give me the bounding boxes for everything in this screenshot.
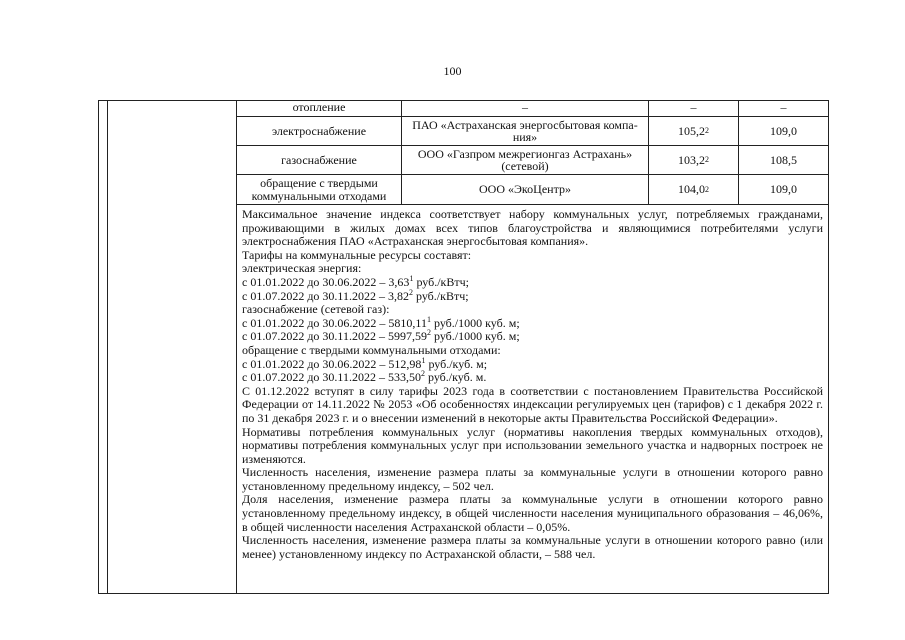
- table-row: [237, 117, 828, 146]
- service-cell: отопление: [292, 100, 346, 114]
- index-second-half-cell: 109,0: [738, 117, 828, 145]
- index-second-half-cell: 108,5: [738, 146, 828, 174]
- population-share-note: Доля населения, изменение размера платы за коммунальные услуги в отношении которого равно установленному предельному индексу, в общей численности населения муниципального образования – 46,06%, в общей численности населения Астраханской области – 0,05%.: [242, 492, 823, 534]
- supplier-cell: ООО «ЭкоЦентр»: [401, 175, 648, 204]
- service-cell: обращение с твердыми коммунальными отходами: [251, 176, 387, 203]
- tariff-table: [237, 101, 828, 205]
- table-row: [237, 146, 828, 175]
- supplier-cell: –: [401, 101, 648, 116]
- column-divider: [107, 101, 108, 593]
- service-cell: электроснабжение: [271, 123, 367, 138]
- waste-heading: обращение с твердыми коммунальными отходами:: [242, 342, 501, 357]
- index-second-half-cell: –: [738, 101, 828, 116]
- index-first-half-cell: –: [648, 101, 738, 116]
- population-limit-note: Численность населения, изменение размера платы за коммунальные услуги в отношении которого равно установленному предельному индексу, – 502 чел.: [242, 465, 823, 493]
- table-frame: [98, 100, 829, 594]
- population-regional-note: Численность населения, изменение размера платы за коммунальные услуги в отношении которого равно (или менее) установленному индексу по Астраханской области, – 588 чел.: [242, 533, 823, 561]
- decree-note: С 01.12.2022 вступят в силу тарифы 2023 года в соответствии с постановлением Правительства Российской Федерации от 14.11.2022 № 2053 «Об особенностях индексации регулируемых цен (тарифов) с 1 декабря 2022 г. по 31 декабря 2023 г. и о внесении изменений в некоторые акты Правительства Российской Федерации».: [242, 383, 823, 425]
- index-first-half-cell: 103,2 2: [648, 146, 738, 174]
- supplier-cell: ООО «Газпром межрегионгаз Астрахань» (сетевой): [401, 146, 648, 174]
- electricity-tariff-2: с 01.07.2022 до 30.11.2022 – 3,82$^2$ руб./кВтч;: [242, 287, 469, 303]
- electricity-heading: электрическая энергия:: [242, 261, 362, 276]
- waste-tariff-1: с 01.01.2022 до 30.06.2022 – 512,98$^1$ руб./куб. м;: [242, 355, 488, 371]
- tariffs-heading: Тарифы на коммунальные ресурсы составят:: [242, 247, 472, 262]
- gas-tariff-1: с 01.01.2022 до 30.06.2022 – 5810,11$^1$ руб./1000 куб. м;: [242, 314, 520, 330]
- table-row: [237, 101, 828, 117]
- supplier-cell: ПАО «Астраханская энергосбытовая компа-ния»: [401, 117, 648, 145]
- waste-tariff-2: с 01.07.2022 до 30.11.2022 – 533,50$^2$ руб./куб. м.: [242, 369, 487, 385]
- table-row: [237, 175, 828, 205]
- page-number: 100: [443, 64, 462, 78]
- index-first-half-cell: 105,2 2: [648, 117, 738, 145]
- notes-block: [242, 208, 823, 561]
- gas-tariff-2: с 01.07.2022 до 30.11.2022 – 5997,59$^2$ руб./1000 куб. м;: [242, 328, 520, 344]
- service-cell: газоснабжение: [281, 152, 357, 167]
- max-index-note: Максимальное значение индекса соответствует набору коммунальных услуг, потребляемых гражданами, проживающими в жилых домах всех типов благоустройства и являющимися потребителями услуги электроснабжения ПАО «Астраханская энергосбытовая компания».: [242, 207, 823, 249]
- electricity-tariff-1: с 01.01.2022 до 30.06.2022 – 3,63$^1$ руб./кВтч;: [242, 273, 470, 289]
- index-first-half-cell: 104,0 2: [648, 175, 738, 204]
- index-second-half-cell: 109,0: [738, 175, 828, 204]
- gas-heading: газоснабжение (сетевой газ):: [242, 302, 390, 317]
- norms-note: Нормативы потребления коммунальных услуг (нормативы накопления твердых коммунальных отходов), нормативы потребления коммунальных услуг при использовании земельного участка и надворных построек не изменяются.: [242, 424, 823, 466]
